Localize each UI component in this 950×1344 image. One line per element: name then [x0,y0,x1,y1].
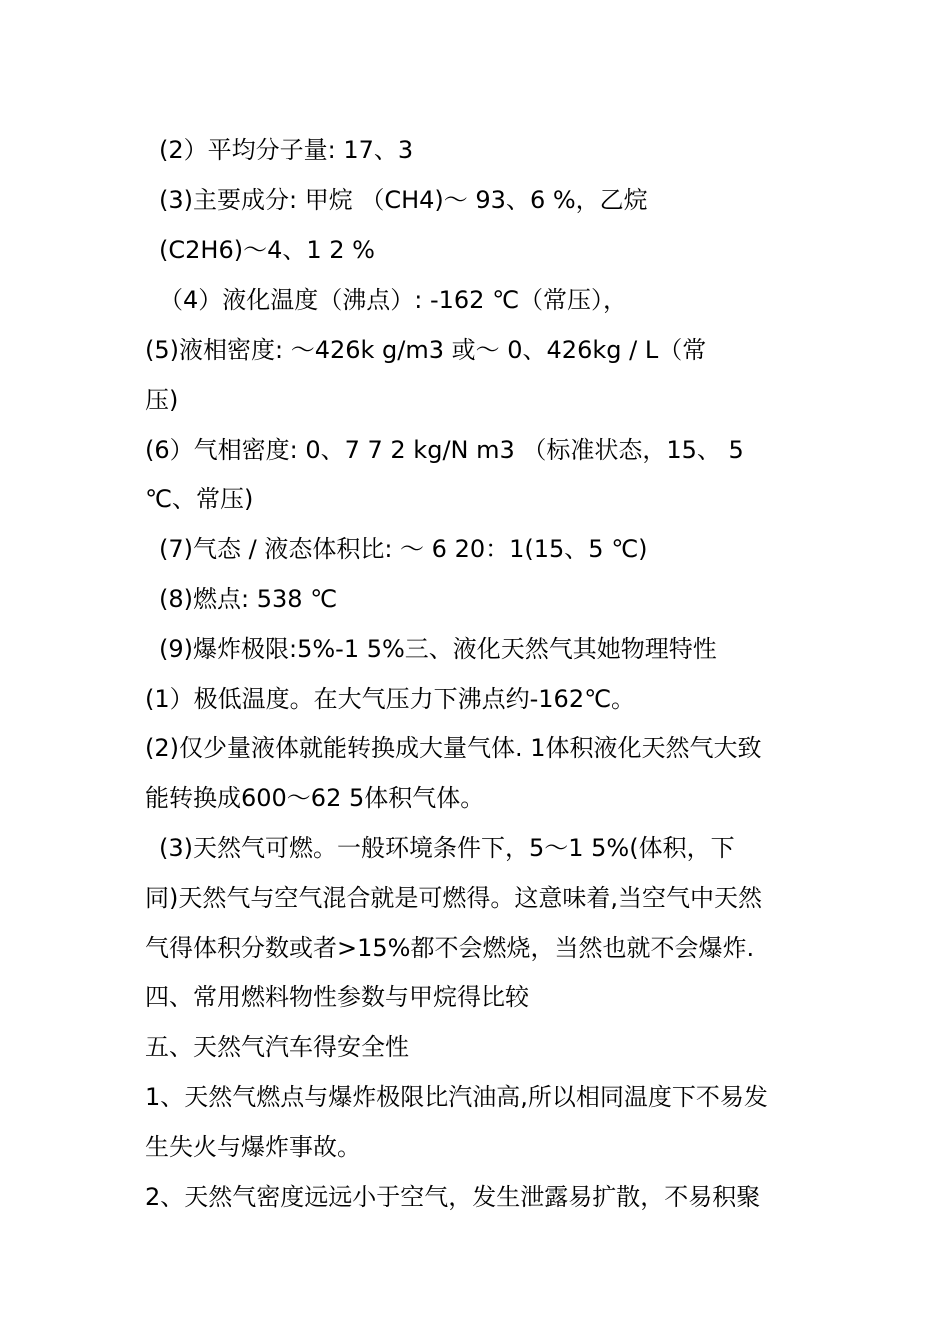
text-line: 压) [145,386,179,414]
text-line: 能转换成600～62 5体积气体。 [145,784,485,812]
text-line: (8)燃点: 538 ℃ [159,585,338,613]
text-line: (2)仅少量液体就能转换成大量气体. 1体积液化天然气大致 [145,734,762,762]
text-line: (7)气态 / 液态体积比: ～ 6 20：1(15、5 ℃) [159,535,648,563]
text-line: (9)爆炸极限:5%-1 5%三、液化天然气其她物理特性 [159,635,717,663]
text-line: ℃、常压) [145,485,254,513]
section-heading: 四、常用燃料物性参数与甲烷得比较 [145,983,529,1011]
text-line: (C2H6)～4、1 2 % [159,236,375,264]
text-line: 生失火与爆炸事故。 [145,1133,361,1161]
text-line: 1、天然气燃点与爆炸极限比汽油高,所以相同温度下不易发 [145,1083,768,1111]
text-line: (5)液相密度: ～426k g/m3 或～ 0、426kg / L（常 [145,336,707,364]
text-line: (1）极低温度。在大气压力下沸点约-162℃。 [145,685,636,713]
text-line: (3)天然气可燃。一般环境条件下，5～1 5%(体积，下 [159,834,735,862]
text-line: (2）平均分子量: 17、3 [159,136,414,164]
text-line: （4）液化温度（沸点）: -162 ℃（常压）， [159,286,628,314]
text-line: (3)主要成分: 甲烷 （CH4)～ 93、6 %，乙烷 [159,186,648,214]
text-line: 同)天然气与空气混合就是可燃得。这意味着,当空气中天然 [145,884,762,912]
text-line: (6）气相密度: 0、7 7 2 kg/N m3 （标准状态，15、 5 [145,436,744,464]
section-heading: 五、天然气汽车得安全性 [145,1033,409,1061]
text-line: 2、天然气密度远远小于空气，发生泄露易扩散，不易积聚 [145,1183,761,1211]
text-line: 气得体积分数或者>15%都不会燃烧，当然也就不会爆炸. [145,934,755,962]
